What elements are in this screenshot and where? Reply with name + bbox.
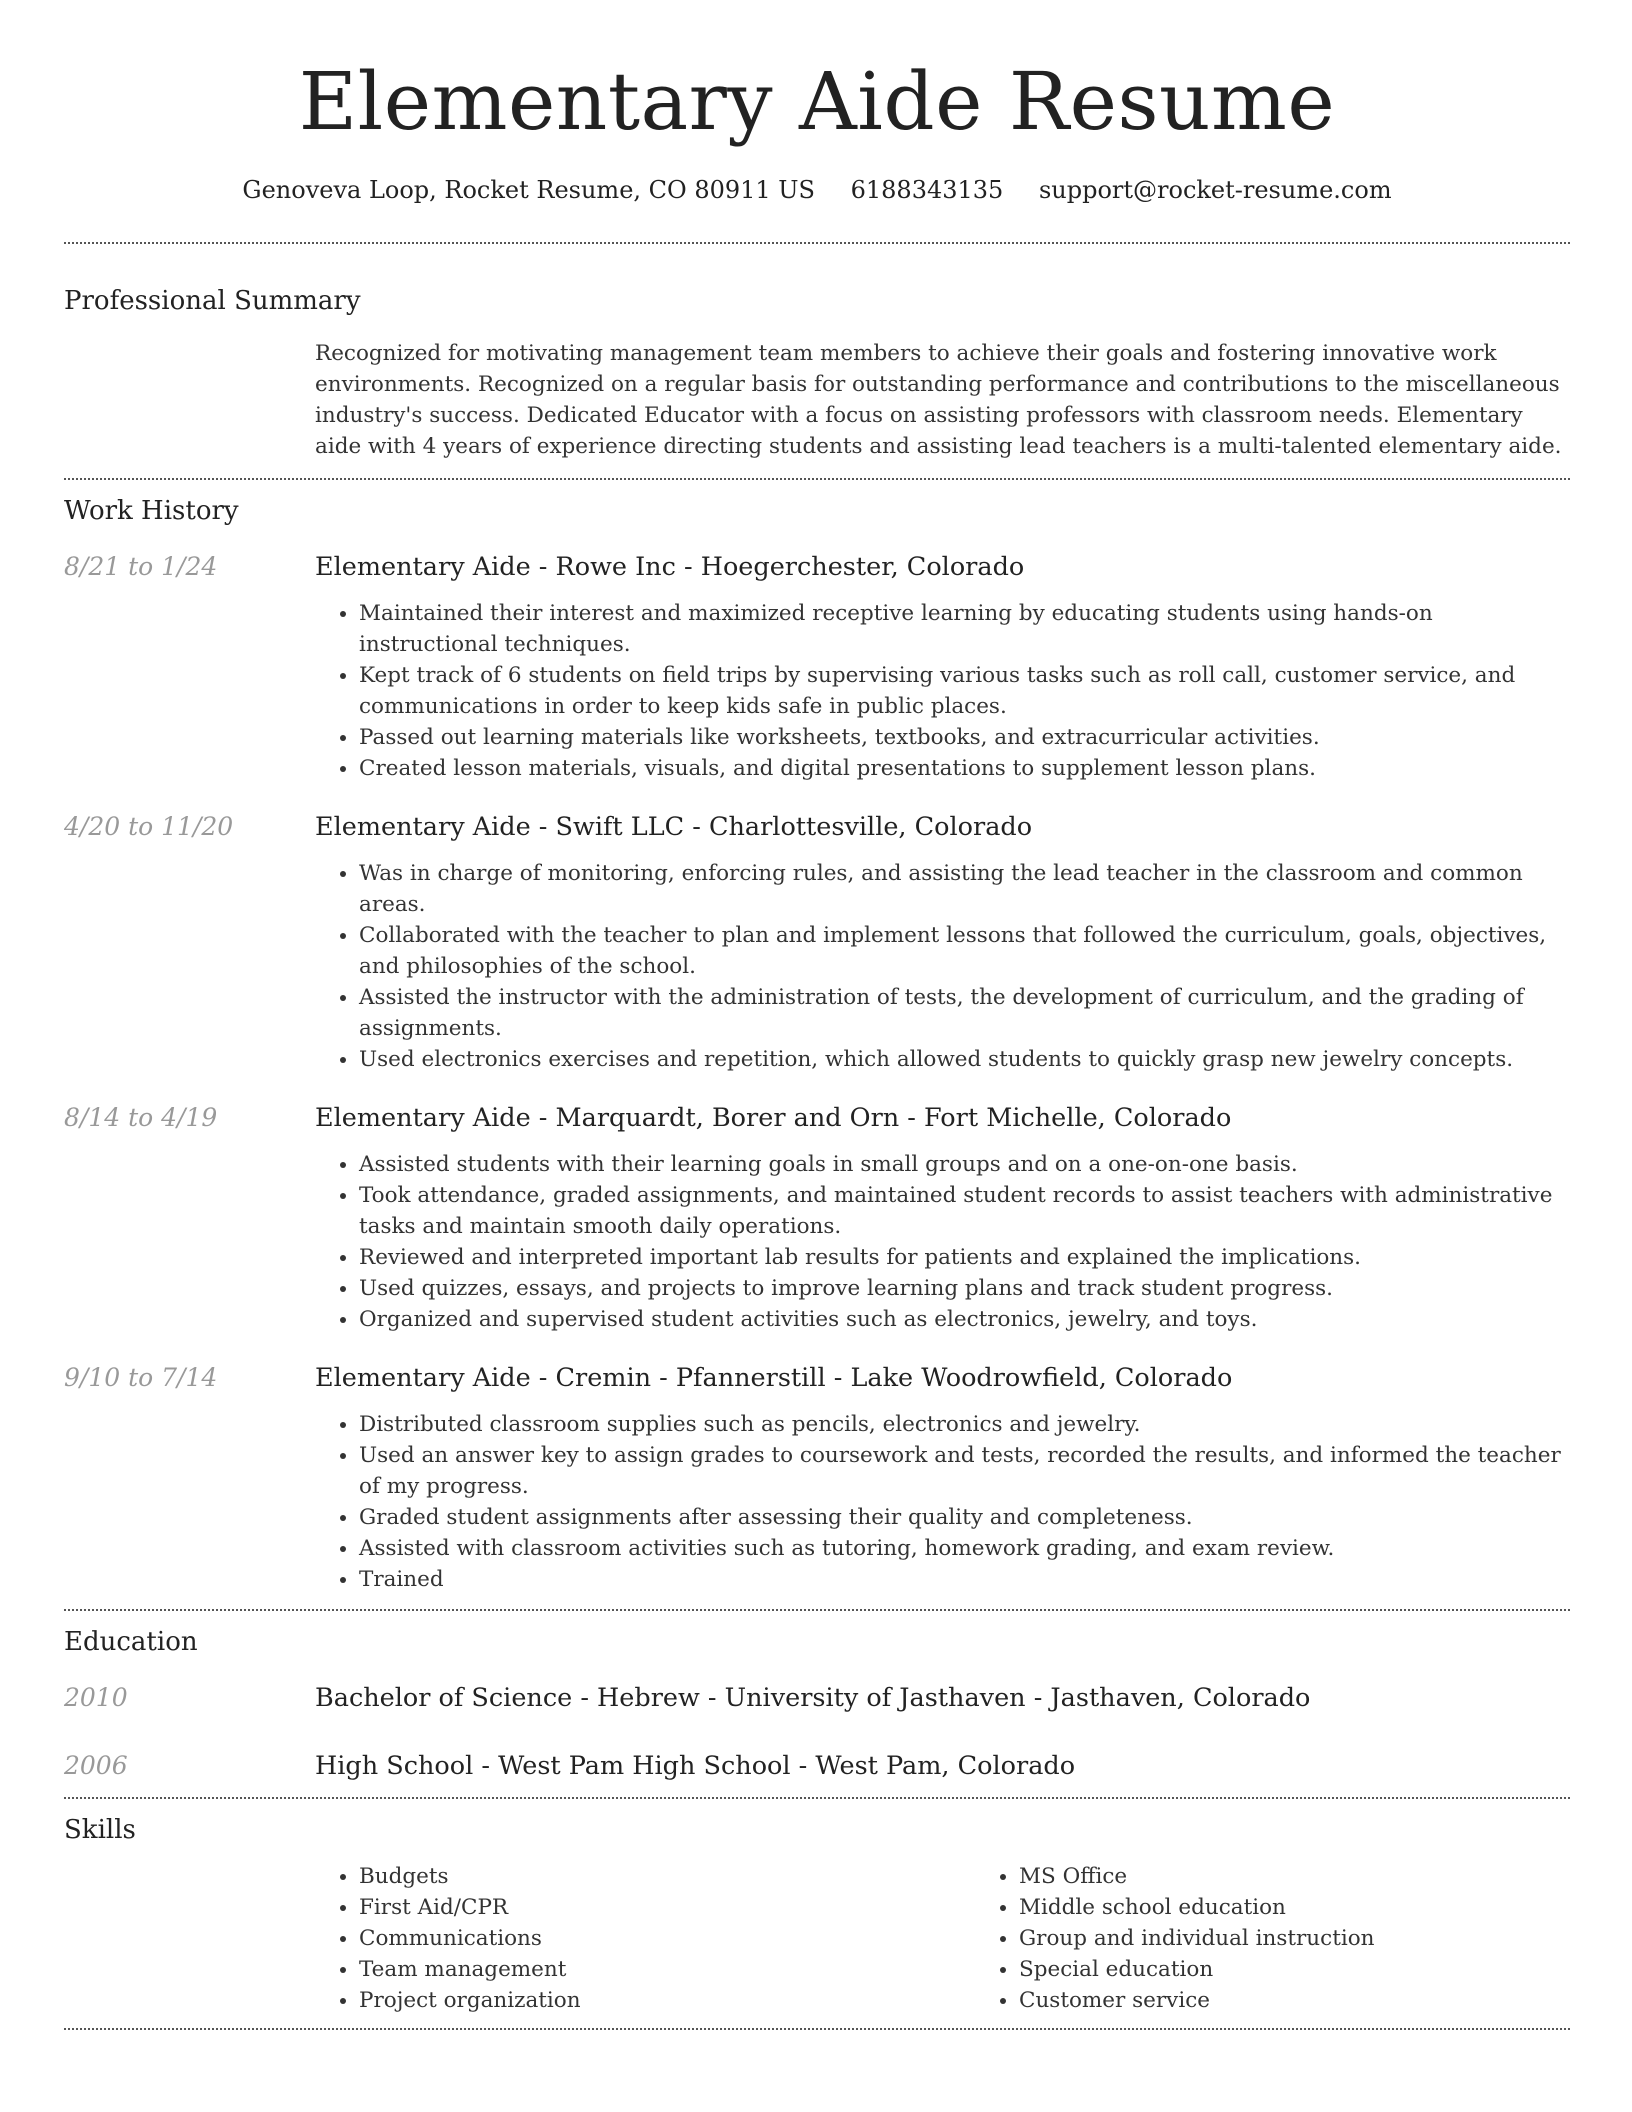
resume-page (64, 0, 1570, 2030)
job-header (64, 1361, 1570, 1395)
list-item: • Communications (359, 1923, 975, 1954)
list-item: • First Aid/CPR (359, 1892, 975, 1923)
job-dates: 9/10 to 7/14 (64, 1363, 218, 1392)
list-item: • Distributed classroom supplies such as pencils, electronics and jewelry. (359, 1409, 1570, 1440)
contact-address: Genoveva Loop, Rocket Resume, CO 80911 US (242, 176, 815, 204)
list-item: • Used quizzes, essays, and projects to improve learning plans and track student progress. (359, 1273, 1570, 1304)
list-item: • Project organization (359, 1985, 975, 2016)
divider (64, 242, 1570, 244)
job-dates: 8/14 to 4/19 (64, 1103, 218, 1132)
job-title: Elementary Aide - Swift LLC - Charlottesville, Colorado (315, 812, 1033, 842)
education-title: Bachelor of Science - Hebrew - University of Jasthaven - Jasthaven, Colorado (315, 1683, 1311, 1713)
job-bullets (315, 858, 1570, 1075)
section-heading-summary: Professional Summary (64, 286, 361, 316)
contact-line (64, 174, 1570, 206)
list-item: • Customer service (1019, 1985, 1375, 2016)
list-item: • Team management (359, 1954, 975, 1985)
list-item: • MS Office (1019, 1861, 1375, 1892)
job-title: Elementary Aide - Rowe Inc - Hoegerchester, Colorado (315, 552, 1025, 582)
job-bullets (315, 1409, 1570, 1595)
job-dates: 4/20 to 11/20 (64, 812, 234, 841)
job-title: Elementary Aide - Marquardt, Borer and Orn - Fort Michelle, Colorado (315, 1103, 1232, 1133)
education-title: High School - West Pam High School - West Pam, Colorado (315, 1751, 1076, 1781)
skills-column-right (975, 1861, 1375, 2016)
education-entry (64, 1681, 1570, 1715)
list-item: • Assisted the instructor with the administration of tests, the development of curriculum, and the grading of assignments. (359, 982, 1570, 1044)
divider (64, 1609, 1570, 1611)
job-header (64, 1101, 1570, 1135)
job-header (64, 550, 1570, 584)
list-item: • Passed out learning materials like worksheets, textbooks, and extracurricular activities. (359, 722, 1570, 753)
list-item: • Trained (359, 1564, 1570, 1595)
job-title: Elementary Aide - Cremin - Pfannerstill - Lake Woodrowfield, Colorado (315, 1363, 1233, 1393)
job-entry (64, 810, 1570, 1075)
list-item: • Budgets (359, 1861, 975, 1892)
skills-list (315, 1861, 1570, 2028)
list-item: • Maintained their interest and maximized receptive learning by educating students using hands-on instructional techniques. (359, 598, 1570, 660)
list-item: • Took attendance, graded assignments, and maintained student records to assist teachers with administrative tasks and maintain smooth daily operations. (359, 1180, 1570, 1242)
list-item: • Was in charge of monitoring, enforcing rules, and assisting the lead teacher in the classroom and common areas. (359, 858, 1570, 920)
job-entry (64, 1361, 1570, 1609)
list-item: • Used an answer key to assign grades to coursework and tests, recorded the results, and informed the teacher of my progress. (359, 1440, 1570, 1502)
divider (64, 478, 1570, 480)
education-year: 2006 (64, 1751, 128, 1780)
section-heading-skills: Skills (64, 1815, 136, 1845)
list-item: • Reviewed and interpreted important lab results for patients and explained the implications. (359, 1242, 1570, 1273)
contact-phone: 6188343135 (850, 176, 1004, 204)
skills-column-left (315, 1861, 975, 2016)
divider (64, 2028, 1570, 2030)
job-bullets (315, 598, 1570, 784)
education-year: 2010 (64, 1683, 128, 1712)
list-item: • Group and individual instruction (1019, 1923, 1375, 1954)
list-item: • Kept track of 6 students on field trips by supervising various tasks such as roll call, customer service, and communications in order to keep kids safe in public places. (359, 660, 1570, 722)
job-dates: 8/21 to 1/24 (64, 552, 218, 581)
section-heading-work: Work History (64, 496, 239, 526)
list-item: • Middle school education (1019, 1892, 1375, 1923)
job-bullets (315, 1149, 1570, 1335)
list-item: • Created lesson materials, visuals, and digital presentations to supplement lesson plans. (359, 753, 1570, 784)
list-item: • Graded student assignments after assessing their quality and completeness. (359, 1502, 1570, 1533)
list-item: • Used electronics exercises and repetition, which allowed students to quickly grasp new jewelry concepts. (359, 1044, 1570, 1075)
job-entry (64, 550, 1570, 784)
job-header (64, 810, 1570, 844)
contact-email: support@rocket-resume.com (1038, 176, 1392, 204)
list-item: • Collaborated with the teacher to plan and implement lessons that followed the curriculum, goals, objectives, and philosophies of the school. (359, 920, 1570, 982)
summary-text: Recognized for motivating management team members to achieve their goals and fostering innovative work environments. Recognized on a regular basis for outstanding performance and contributions to the miscellaneous industry's success. Dedicated Educator with a focus on assisting professors with classroom needs. Elementary aide with 4 years of experience directing students and assisting lead teachers is a multi-talented elementary aide. (315, 341, 1562, 459)
divider (64, 1797, 1570, 1799)
job-entry (64, 1101, 1570, 1335)
list-item: • Assisted with classroom activities such as tutoring, homework grading, and exam review. (359, 1533, 1570, 1564)
list-item: • Special education (1019, 1954, 1375, 1985)
section-heading-education: Education (64, 1627, 198, 1657)
resume-title: Elementary Aide Resume (298, 55, 1336, 148)
education-entry (64, 1749, 1570, 1797)
list-item: • Assisted students with their learning goals in small groups and on a one-on-one basis. (359, 1149, 1570, 1180)
list-item: • Organized and supervised student activities such as electronics, jewelry, and toys. (359, 1304, 1570, 1335)
